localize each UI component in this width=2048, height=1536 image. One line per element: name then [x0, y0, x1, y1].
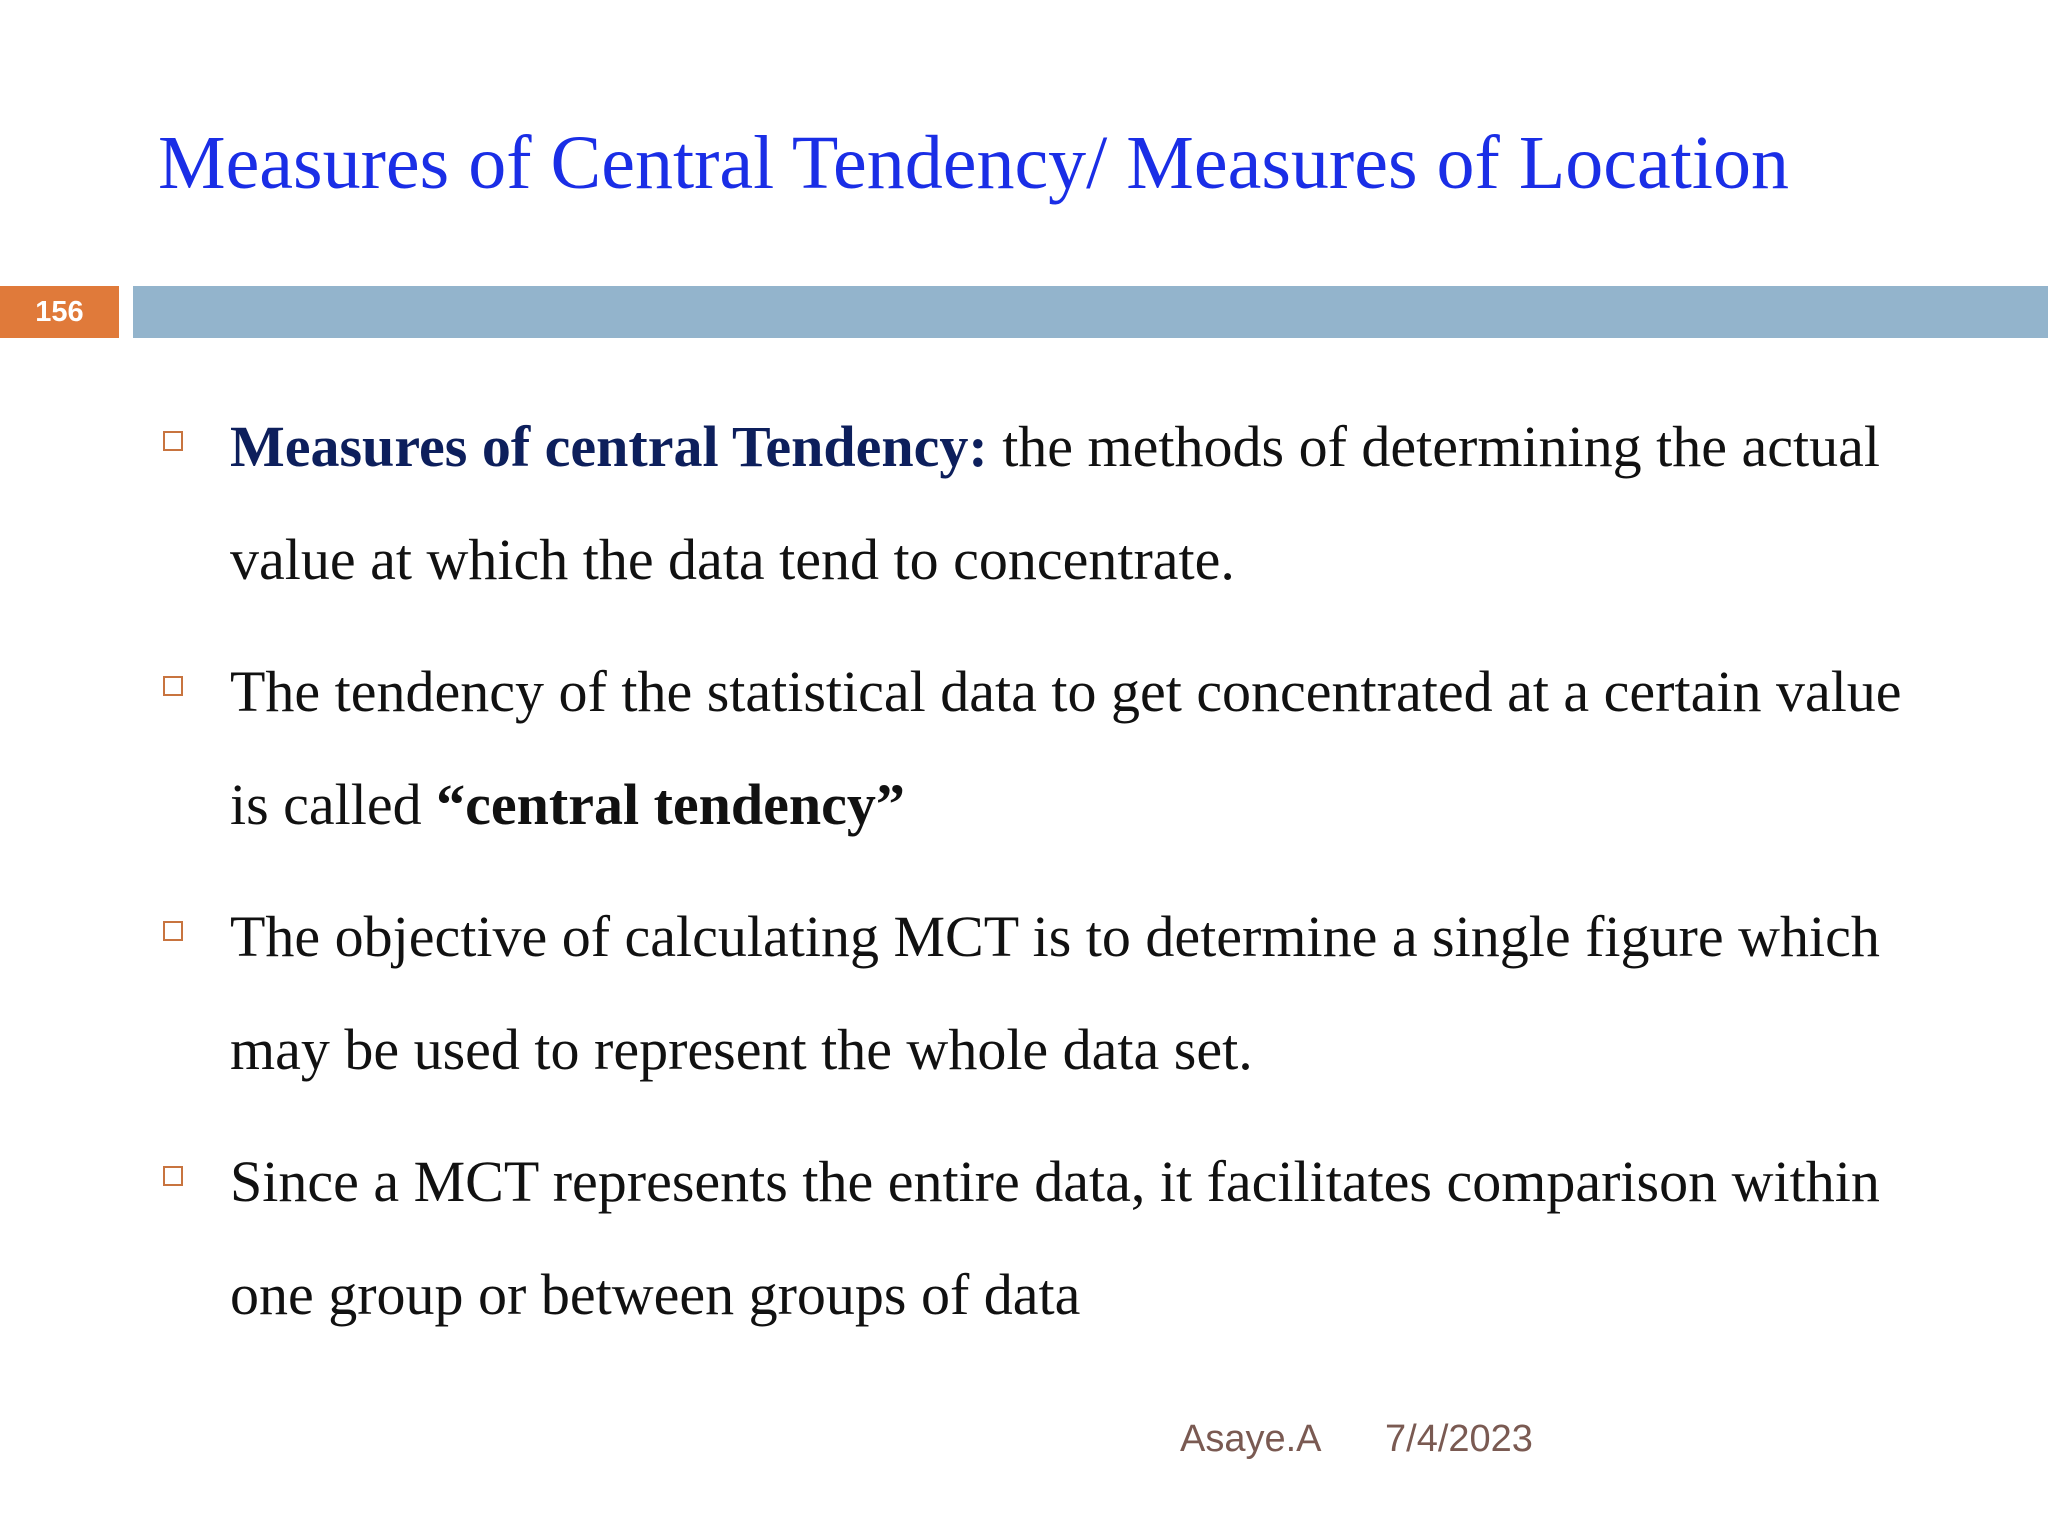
- bullet-text: [230, 390, 1910, 616]
- square-bullet-icon: [163, 676, 183, 696]
- square-bullet-icon: [163, 921, 183, 941]
- square-bullet-icon: [163, 1166, 183, 1186]
- slide-title: Measures of Central Tendency/ Measures of Location: [158, 121, 1789, 205]
- footer-date: 7/4/2023: [1385, 1418, 1533, 1460]
- bullet-text: [230, 635, 1910, 861]
- bullet-body: The tendency of the statistical data to get concentrated at a certain value is called: [230, 659, 1902, 837]
- square-bullet-icon: [163, 431, 183, 451]
- footer-author: Asaye.A: [1180, 1418, 1322, 1460]
- bullet-term: Measures of central Tendency:: [230, 414, 988, 479]
- bullet-emphasis: “central tendency”: [436, 772, 905, 837]
- slide-number-badge: 156: [0, 286, 119, 338]
- bullet-text: Since a MCT represents the entire data, it facilitates comparison within one group or between groups of data: [230, 1149, 1880, 1327]
- bullet-definition: the methods of determining the actual value at which the data tend to concentrate.: [230, 414, 1880, 592]
- header-bar: [133, 286, 2048, 338]
- bullet-text: The objective of calculating MCT is to determine a single figure which may be used to represent the whole data set.: [230, 904, 1880, 1082]
